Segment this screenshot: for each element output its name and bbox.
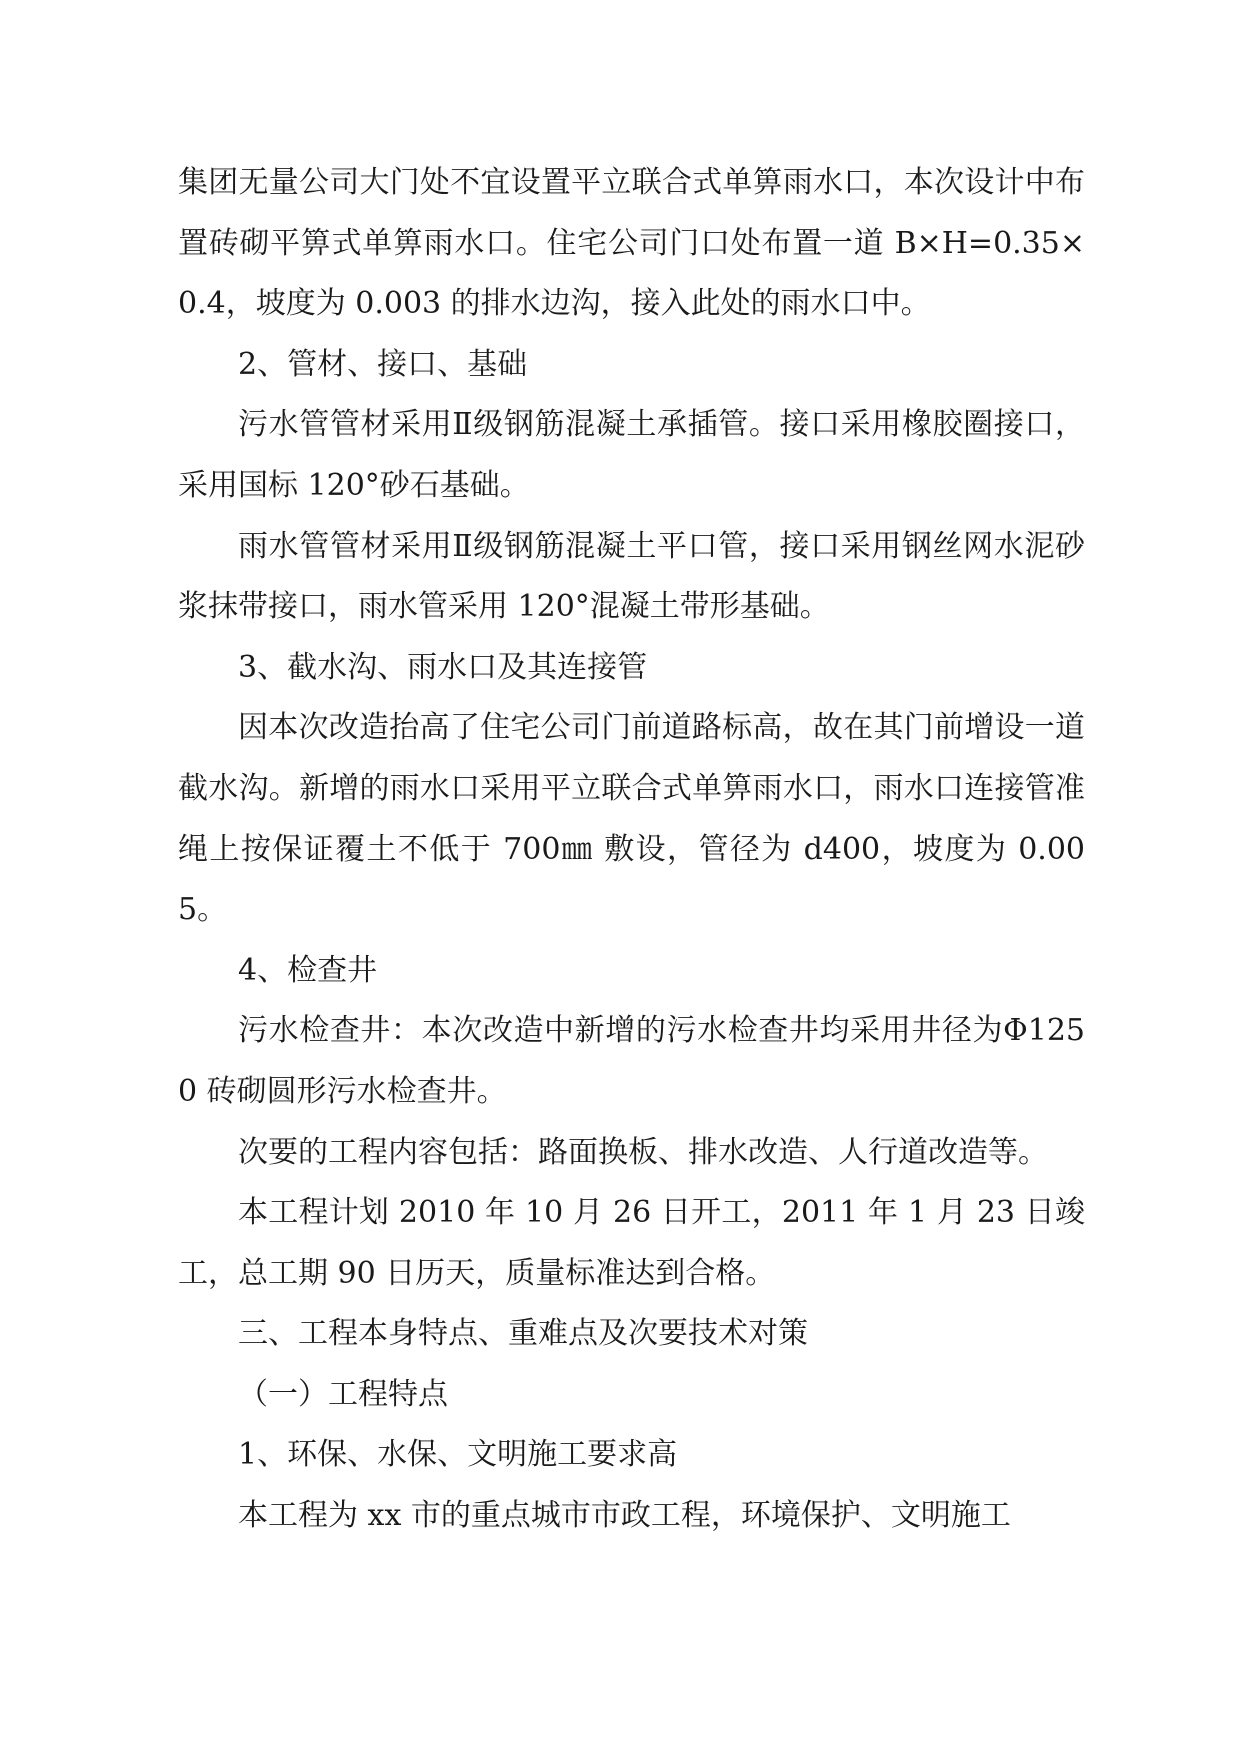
paragraph-sewage-pipe: 污水管管材采用Ⅱ级钢筋混凝土承插管。接口采用橡胶圈接口，采用国标 120°砂石基础。 <box>178 407 1085 503</box>
heading-inspection-well: 4、检查井 <box>238 952 378 988</box>
document-body <box>178 153 1085 1547</box>
paragraph-rain-pipe: 雨水管管材采用Ⅱ级钢筋混凝土平口管，接口采用钢丝网水泥砂浆抹带接口，雨水管采用 120°混凝土带形基础。 <box>178 528 1085 625</box>
heading-intercept-ditch: 3、截水沟、雨水口及其连接管 <box>238 649 648 685</box>
heading-pipe-joint-foundation: 2、管材、接口、基础 <box>238 346 528 382</box>
heading-section-three: 三、工程本身特点、重难点及次要技术对策 <box>238 1316 808 1352</box>
paragraph-key-project: 本工程为 xx 市的重点城市市政工程，环境保护、文明施工 <box>238 1498 1011 1534</box>
heading-project-features: （一）工程特点 <box>238 1376 448 1412</box>
paragraph-schedule: 本工程计划 2010 年 10 月 26 日开工，2011 年 1 月 23 日竣工，总工期 90 日历天，质量标准达到合格。 <box>178 1195 1085 1291</box>
paragraph-inspection-well: 污水检查井：本次改造中新增的污水检查井均采用井径为Φ1250 砖砌圆形污水检查井。 <box>178 1013 1085 1109</box>
heading-environmental-requirements: 1、环保、水保、文明施工要求高 <box>238 1437 678 1473</box>
paragraph-intercept-ditch: 因本次改造抬高了住宅公司门前道路标高，故在其门前增设一道截水沟。新增的雨水口采用平立联合式单箅雨水口，雨水口连接管准绳上按保证覆土不低于 700㎜ 敷设，管径为 d400，坡度为 0.005。 <box>178 710 1085 928</box>
paragraph-secondary-works: 次要的工程内容包括：路面换板、排水改造、人行道改造等。 <box>238 1134 1048 1170</box>
paragraph-drainage-ditch: 集团无量公司大门处不宜设置平立联合式单箅雨水口，本次设计中布置砖砌平箅式单箅雨水口。住宅公司门口处布置一道 B×H=0.35×0.4，坡度为 0.003 的排水边沟，接入此处的雨水口中。 <box>178 165 1085 322</box>
